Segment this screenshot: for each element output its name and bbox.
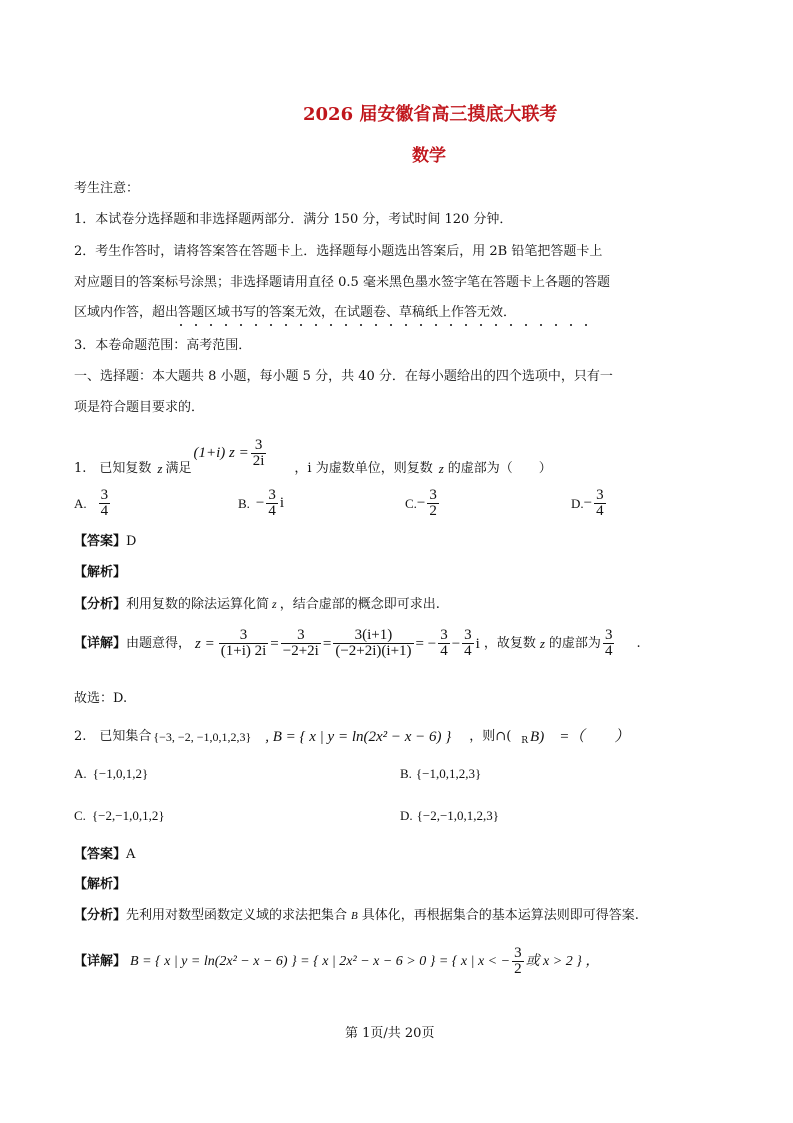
q1-option-d-num: 3	[596, 487, 604, 503]
emphasis-dot	[555, 324, 557, 326]
q1-var-z2: z	[438, 461, 444, 476]
q1-frac-num: 3	[254, 436, 263, 453]
q1-detail	[74, 628, 641, 659]
q2-analysis-text: 先利用对数型函数定义域的求法把集合	[126, 908, 348, 923]
q1-r1-num: 3	[440, 627, 448, 643]
minus-sign: −	[451, 635, 461, 652]
q1-answer-value: D	[126, 534, 137, 549]
q2-set-b: , B = { x | y = ln(2x² − x − 6) }	[265, 729, 452, 745]
q2-answer-value: A	[126, 847, 136, 862]
q1-option-d-label: D.	[571, 495, 584, 511]
q1-suffix: ，i 为虚数单位，则复数	[294, 461, 433, 476]
emphasis-dot	[390, 324, 392, 326]
q1-r2-num: 3	[464, 627, 472, 643]
q1-option-a[interactable]	[74, 488, 112, 519]
q1-analysis-var: z	[272, 597, 277, 611]
q1-lhs: (1+i) z =	[193, 445, 249, 461]
q2-analysis-tail: 具体化，再根据集合的基本运算法则即可得答案.	[361, 908, 639, 923]
q2-detail-den: 2	[514, 961, 522, 977]
q2-option-a-label: A.	[74, 766, 87, 781]
q1-r1-den: 4	[440, 643, 448, 659]
q2-option-b-label: B.	[400, 766, 412, 781]
q2-answer	[74, 846, 135, 864]
q1-choose: 故选：D.	[74, 691, 128, 706]
q2-analysis-var: B	[351, 910, 358, 922]
section-heading-line1: 一、选择题：本大题共 8 小题，每小题 5 分，共 40 分．在每小题给出的四个选项中，只有一	[74, 369, 613, 384]
q1-option-d-den: 4	[596, 503, 604, 519]
q1-option-a-frac	[99, 488, 111, 519]
q1-option-b[interactable]	[238, 488, 284, 519]
q1-detail-frac1	[219, 628, 269, 659]
emphasis-dot	[495, 324, 497, 326]
emphasis-dot	[300, 324, 302, 326]
q2-option-b[interactable]	[400, 766, 481, 782]
notice-item-2-cont2: 区域内作答，超出答题区域书写的答案无效，在试题卷、草稿纸上作答无效．	[74, 305, 517, 320]
q2-detail-label: 【详解】	[74, 953, 127, 969]
q1-option-d-frac	[594, 488, 606, 519]
q1-detail-text: 由题意得，	[126, 635, 192, 651]
q1-option-c-den: 2	[429, 503, 437, 519]
q1-analysis-text: 利用复数的除法运算化简	[126, 597, 270, 612]
emphasis-dot	[405, 324, 407, 326]
q1-analysis-tail: ，结合虚部的概念即可求出.	[279, 597, 440, 612]
q1-end-period: .	[636, 635, 641, 651]
q2-detail	[74, 946, 599, 977]
emphasis-dot	[285, 324, 287, 326]
q1-detail-tail: ，故复数	[483, 635, 536, 651]
q2-option-c[interactable]	[74, 808, 165, 824]
emphasis-dot	[570, 324, 572, 326]
q1-f1-den: (1+i) 2i	[220, 643, 267, 659]
q2-option-d-label: D.	[400, 808, 413, 823]
emphasis-dot	[435, 324, 437, 326]
emphasis-dot	[465, 324, 467, 326]
q1-option-b-sign: −	[255, 495, 265, 511]
q1-detail-frac2	[281, 628, 321, 659]
emphasis-dot	[420, 324, 422, 326]
q1-final-frac	[603, 628, 615, 659]
q2-option-a-value: {−1,0,1,2}	[92, 766, 149, 781]
q1-option-b-frac	[266, 488, 278, 519]
q1-final-den: 4	[604, 643, 613, 659]
q2-stem	[74, 724, 629, 750]
q2-option-a[interactable]	[74, 766, 148, 782]
equals-sign: =	[322, 635, 332, 652]
equals-sign: =	[270, 635, 279, 652]
emphasis-dot	[255, 324, 257, 326]
q1-f2-num: 3	[297, 627, 305, 643]
q1-analysis-label: 【分析】	[74, 597, 127, 612]
emphasis-dot	[330, 324, 332, 326]
q1-option-c-sign: −	[416, 495, 426, 511]
q1-frac-den: 2i	[252, 452, 265, 469]
q1-detail-tail2: 的虚部为	[548, 635, 601, 651]
notice-heading: 考生注意：	[74, 181, 140, 196]
q1-detail-frac3	[333, 628, 413, 659]
q2-option-d[interactable]	[400, 808, 499, 824]
subject-title: 数学	[412, 146, 446, 166]
emphasis-dot	[585, 324, 587, 326]
q1-result-mid: = −	[415, 635, 437, 652]
q1-f3-num: 3(i+1)	[354, 627, 393, 643]
emphasis-dot	[210, 324, 212, 326]
emphasis-dot	[345, 324, 347, 326]
q2-set-a: {−3, −2, −1,0,1,2,3}	[153, 730, 252, 744]
emphasis-dot	[270, 324, 272, 326]
q1-stem	[74, 432, 552, 478]
notice-item-2-cont: 对应题目的答案标号涂黑；非选择题请用直径 0.5 毫米黑色墨水签字笔在答题卡上各题的答题	[74, 275, 610, 290]
q1-option-b-tail: i	[279, 495, 285, 511]
q1-jiexi: 【解析】	[74, 565, 127, 580]
q1-answer	[74, 533, 136, 551]
q2-option-b-value: {−1,0,1,2,3}	[415, 766, 482, 781]
emphasis-dot	[315, 324, 317, 326]
q2-ask-sub: R	[521, 736, 529, 746]
q2-analysis-label: 【分析】	[74, 908, 127, 923]
q1-option-b-den: 4	[268, 503, 276, 519]
q1-f3-den: (−2+2i)(i+1)	[335, 643, 412, 659]
q2-option-d-value: {−2,−1,0,1,2,3}	[416, 808, 500, 823]
q2-detail-eq: B = { x | y = ln(2x² − x − 6) } = { x | 2x² − x − 6 > 0 } = { x | x < −	[130, 953, 511, 969]
q1-satisfy: 满足	[165, 461, 192, 476]
q1-f1-num: 3	[239, 627, 248, 643]
q1-final-num: 3	[604, 627, 613, 643]
q1-detail-var: z	[539, 635, 545, 651]
imag-unit: i	[475, 635, 480, 652]
q1-option-c[interactable]	[405, 488, 441, 519]
emphasis-dot	[540, 324, 542, 326]
q1-suffix2: 的虚部为（ ）	[447, 461, 552, 476]
q2-option-c-value: {−2,−1,0,1,2}	[91, 808, 165, 823]
q1-r2-den: 4	[464, 643, 472, 659]
q1-answer-label: 【答案】	[74, 534, 127, 549]
emphasis-dot	[510, 324, 512, 326]
emphasis-dot	[525, 324, 527, 326]
q1-detail-r1	[438, 628, 450, 659]
q1-option-d-sign: −	[583, 495, 593, 511]
q1-fraction	[251, 438, 267, 469]
q2-answer-label: 【答案】	[74, 847, 127, 862]
q1-option-b-label: B.	[238, 495, 250, 511]
q2-ask: ，则∩(	[469, 729, 512, 744]
q1-option-a-label: A.	[74, 495, 87, 511]
q1-option-a-den: 4	[100, 503, 109, 519]
exam-title: 2026 届安徽省高三摸底大联考	[303, 104, 558, 125]
emphasis-dot	[225, 324, 227, 326]
emphasis-dot	[480, 324, 482, 326]
q2-option-c-label: C.	[74, 808, 86, 823]
page-footer: 第 1页/共 20页	[345, 1026, 435, 1041]
q1-analysis	[74, 595, 440, 614]
notice-item-1: 1．本试卷分选择题和非选择题两部分．满分 150 分，考试时间 120 分钟．	[74, 212, 513, 227]
emphasis-dot	[375, 324, 377, 326]
q1-var-z: z	[157, 461, 163, 476]
q1-option-c-frac	[427, 488, 439, 519]
emphasis-dot	[360, 324, 362, 326]
q1-f2-den: −2+2i	[282, 643, 319, 659]
q1-detail-eq: z =	[195, 635, 215, 652]
q1-option-c-num: 3	[429, 487, 437, 503]
q2-detail-frac	[512, 946, 524, 977]
q1-option-c-label: C.	[405, 495, 417, 511]
q2-detail-tail: 或 x > 2 } ，	[525, 953, 600, 969]
emphasis-dot	[180, 324, 182, 326]
emphasis-dot	[450, 324, 452, 326]
notice-item-2: 2．考生作答时，请将答案答在答题卡上．选择题每小题选出答案后，用 2B 铅笔把答题卡上	[74, 244, 603, 259]
q1-option-d[interactable]	[571, 488, 608, 519]
q2-prefix: 2. 已知集合	[74, 729, 152, 744]
emphasis-dot	[240, 324, 242, 326]
q1-detail-label: 【详解】	[74, 635, 127, 651]
q2-analysis	[74, 907, 639, 925]
q1-option-b-num: 3	[268, 487, 276, 503]
emphasis-dot	[195, 324, 197, 326]
notice-item-3: 3．本卷命题范围：高考范围．	[74, 338, 252, 353]
q2-detail-num: 3	[514, 945, 522, 961]
q1-option-a-num: 3	[100, 487, 109, 503]
q2-ask-tail: B) =（ ）	[530, 729, 630, 745]
q1-detail-r2	[462, 628, 474, 659]
q2-jiexi: 【解析】	[74, 877, 127, 892]
q1-prefix: 1. 已知复数	[74, 461, 152, 476]
section-heading-line2: 项是符合题目要求的．	[74, 400, 205, 415]
